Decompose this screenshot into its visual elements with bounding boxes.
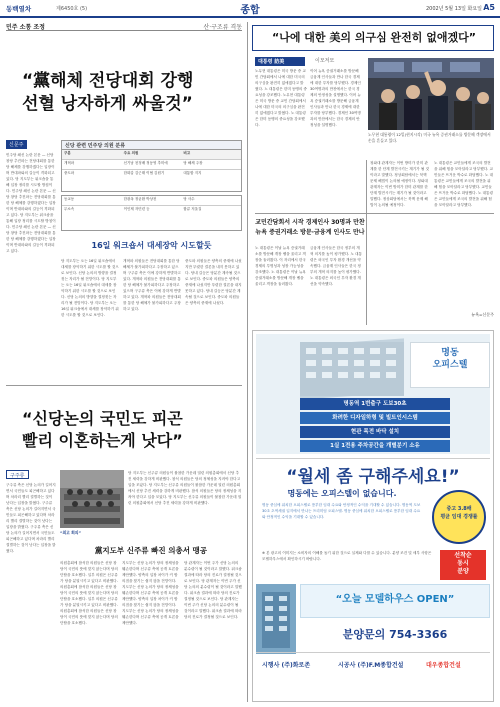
photo-caption-left: “최고 회의”	[60, 530, 81, 535]
center-column-divider	[247, 22, 248, 702]
article-column-r1: 노무현 대통령은 미국 방문 중 교민 간담회에서 나에 대한 미국의 의구심을 완전히 없애겠다고 밝혔다. 노 대통령은 한미 동맹의 중요성을 강조했다. 노무현 대통령은 미국 방문 중 교민 간담회에서 나에 대한 미국의 의구심을 완전히 없애겠다고 밝혔다. 노 대통령은 한미 동맹의 중요성을 강조했다.	[255, 69, 307, 127]
left-subhead-2: 黨지도부 신주류 빠진 의총서 맹공	[94, 546, 208, 555]
table-cell: 한광옥 정균환 박상천	[123, 197, 157, 201]
table-row	[62, 196, 241, 206]
table-caption: 신당 관련 민주당 의원 분류	[62, 141, 241, 150]
faction-table-continued	[61, 195, 242, 231]
table-cell: 동교동	[64, 197, 75, 201]
ad-feature-2: 화려한 디자일하형 및 빌트인시스템	[300, 412, 450, 424]
ad-company-developer: 시행사 (주)화로존	[262, 662, 311, 669]
page-number: A5	[483, 3, 495, 12]
table-cell: 중도파	[64, 171, 75, 175]
ad-company-builder: 시공사 (주)F.M종합건설	[338, 662, 404, 669]
left-section-label: 민주 소통 조정	[6, 24, 45, 31]
ad-badge-text: 중고 3.8배 평균 임대 경쟁률	[440, 506, 478, 520]
table-cell: 신기남 천정배 정동영 추미애	[123, 161, 168, 165]
ad-feature-3: 현관 목전 바닥 설치	[300, 426, 450, 438]
left-headline-2: “신당논의 국민도 피곤 빨리 이혼하는게 낫다”	[22, 409, 183, 450]
article-column-5: 구주류 측은 신당 논의가 길어지면서 국민들도 피곤해하고 있다며 차라리 빨리 결별하는 것이 낫다는 입장을 밝혔다. 구주류 측은 신당 논의가 길어지면서 국민들도 피곤해하고 있다며 차라리 빨리 결별하는 것이 낫다는 입장을 밝혔다. 구주류 측은 신당 논의가 길어지면서 국민들도 피곤해하고 있다며 차라리 빨리 결별하는 것이 낫다는 입장을 밝혔다.	[6, 483, 56, 553]
left-section-bar	[6, 21, 242, 31]
table-cell: 당 해체 주장	[183, 161, 203, 165]
faction-table	[61, 140, 242, 192]
table-header: 주요 의원	[122, 150, 182, 159]
article-column-2: 당 지도부는 오는 16일 워크숍에서 대세를 장악하기 위한 시도를 할 것으로 보인다. 신당 논의의 방향을 결정짓는 자리가 될 전망이다. 당 지도부는 오는 16일 워크숍에서 대세를 장악하기 위한 시도를 할 것으로 보인다. 신당 논의의 방향을 결정짓는 자리가 될 전망이다. 당 지도부는 오는 16일 워크숍에서 대세를 장악하기 위한 시도를 할 것으로 보인다.	[61, 259, 119, 317]
table-row	[62, 206, 241, 216]
article-column-r3: 노 대통령은 이날 뉴욕 증권거래소를 방문해 개장 벨을 울리고 객장을 둘러봤다. 이 자리에서 한국 경제의 투명성과 성장 가능성을 강조했다. 노 대통령은 이날 뉴욕 증권거래소를 방문해 개장 벨을 울리고 객장을 둘러봤다.	[255, 246, 306, 286]
ad-small-building	[256, 584, 296, 654]
table-cell: 한화갑 김근태 이협 김원기	[123, 171, 165, 175]
ad-open-banner: “오늘 모델하우스 OPEN”	[335, 594, 455, 605]
left-section-right: 산·구조류 격동	[203, 24, 242, 31]
left-section-divider	[6, 385, 242, 386]
stock-exchange-photo	[368, 58, 494, 130]
article-column-r4: 금융계 인사들은 한국 정부의 개혁 의지를 높이 평가했다. 노 대통령은 외국인 투자 환경 개선을 약속했다. 금융계 인사들은 한국 정부의 개혁 의지를 높이 평가했다. 노 대통령은 외국인 투자 환경 개선을 약속했다.	[310, 246, 362, 286]
article-column-4: 중도파 의원들은 양측의 중재에 나섰지만 뚜렷한 결론을 내지 못하고 있다. 당내 갈등은 당분간 계속될 것으로 보인다. 중도파 의원들은 양측의 중재에 나섰지만 뚜렷한 결론을 내지 못하고 있다. 당내 갈등은 당분간 계속될 것으로 보인다. 중도파 의원들은 양측의 중재에 나섰다.	[185, 259, 242, 305]
ad-company-partner: 대우종합건설	[426, 662, 461, 669]
ad-feature-1: 명동역 1번출구 도보30초	[300, 398, 450, 410]
right-headline: “나에 대한 美의 의구심 완전히 없애겠다”	[272, 31, 476, 44]
left-subhead-1: 16일 워크숍서 대세장악 시도할듯	[91, 241, 212, 250]
reporter-byline-right: 뉴욕=신문주	[471, 312, 494, 317]
table-cell: 이인제 자민련 등	[123, 207, 150, 211]
topic-tag-right: 이모저모	[315, 58, 335, 64]
paper-name: 동백열차	[6, 5, 32, 13]
table-header-row	[62, 150, 241, 160]
article-column-9: 당 관계자는 이번 주가 신당 논의의 분수령이 될 것이라고 말했다. 워크숍 결과에 따라 당의 진로가 결정될 것으로 보인다. 당 관계자는 이번 주가 신당 논의의 분수령이 될 것이라고 말했다. 워크숍 결과에 따라 당의 진로가 결정될 것으로 보인다. 당 관계자는 이번 주가 신당 논의의 분수령이 될 것이라고 말했다. 워크숍 결과에 따라 당의 진로가 결정될 것으로 보인다.	[184, 561, 242, 619]
table-cell: 개혁파	[64, 161, 75, 165]
table-cell: 합류 저울질	[183, 207, 202, 211]
ad-fine-print: ※ 본 광고의 이미지는 소비자의 이해를 돕기 위한 것으로 실제와 다를 수 있습니다. 분양 조건 및 세부 사항은 모델하우스에서 확인하시기 바랍니다.	[262, 551, 432, 561]
ad-brand-name: 명동 오피스텔	[432, 348, 468, 370]
table-cell: 대통합 지지	[183, 171, 202, 175]
ad-body-copy: 명동 중심에 위치한 오피스텔로 풍부한 임대 수요와 안정적인 수익을 기대할 수 있습니다. 명동역 도보 30초 초역세권 입지에서 만나는 프리미엄 오피스텔. 명동 중심에 위치한 오피스텔로 풍부한 임대 수요와 안정적인 수익을 기대할 수 있습니다.	[262, 503, 421, 519]
ad-building-grid	[300, 342, 404, 396]
table-row	[62, 160, 241, 170]
table-cell: 당 사수	[183, 197, 195, 201]
ad-footer	[256, 652, 490, 698]
reporter-tag-2: 구주류	[6, 470, 29, 479]
council-meeting-photo	[60, 470, 124, 528]
topic-tag: 대통령 訪美	[255, 57, 305, 66]
article-column-6: 당 지도부는 신주류 의원들이 불참한 가운데 열린 의원총회에서 신당 추진 세력을 강하게 비판했다. 참석 의원들은 당의 정체성을 지켜야 한다고 입을 모았다. 당 지도부는 신주류 의원들이 불참한 가운데 열린 의원총회에서 신당 추진 세력을 강하게 비판했다. 참석 의원들은 당의 정체성을 지켜야 한다고 입을 모았다. 당 지도부는 신주류 의원들이 불참한 가운데 열린 의원총회에서 신당 추진 세력을 강하게 비판했다.	[128, 471, 242, 505]
table-header: 비고	[181, 150, 241, 159]
article-column-3: 개혁파 의원들은 전당대회를 통한 당 해체가 불가피하다고 주장하고 있으며 구주류 측은 이에 강하게 반발하고 있다. 개혁파 의원들은 전당대회를 통한 당 해체가 불가피하다고 주장하고 있으며 구주류 측은 이에 강하게 반발하고 있다. 개혁파 의원들은 전당대회를 통한 당 해체가 불가피하다고 주장하고 있다.	[123, 259, 181, 311]
table-row	[62, 170, 241, 180]
ad-side-text: 선착순 동시 분양	[454, 552, 472, 575]
right-inner-divider	[366, 160, 367, 325]
article-column-1: 민주당 쇄신 논란 본문 — 신당 창당 추진파는 전당대회를 통한 당 해체를 강행하겠다는 입장이며 반대파와의 갈등이 격화되고 있다. 당 지도부는 워크숍을 통해 입장 정리를 시도할 방침이다. 민주당 쇄신 논란 본문 — 신당 창당 추진파는 전당대회를 통한 당 해체를 강행하겠다는 입장이며 반대파와의 갈등이 격화되고 있다. 당 지도부는 워크숍을 통해 입장 정리를 시도할 방침이다. 민주당 쇄신 논란 본문 — 신당 창당 추진파는 전당대회를 통한 당 해체를 강행하겠다는 입장이며 반대파와의 갈등이 격화되고 있다.	[6, 153, 56, 253]
article-column-r5: 청와대 관계자는 이번 방미가 한미 관계를 한 단계 발전시키는 계기가 될 것이라고 말했다. 정상회담에서는 북핵 문제 해법이 논의될 예정이다. 청와대 관계자는 이번 방미가 한미 관계를 한 단계 발전시키는 계기가 될 것이라고 말했다. 정상회담에서는 북핵 문제 해법이 논의될 예정이다.	[370, 161, 429, 207]
ad-feature-4: 1실 1전용 주차공간을 개별분기 소유	[300, 440, 450, 452]
masthead	[0, 0, 500, 18]
article-column-r6: 노 대통령은 교민들에게 조국의 발전을 위해 힘을 모아달라고 당부했다. 교민들은 뜨거운 박수로 화답했다. 노 대통령은 교민들에게 조국의 발전을 위해 힘을 모아달라고 당부했다. 교민들은 뜨거운 박수로 화답했다. 노 대통령은 교민들에게 조국의 발전을 위해 힘을 모아달라고 당부했다.	[434, 161, 493, 207]
article-column-8: 지도부는 신당 논의가 당의 정체성을 훼손한다며 신주류 측에 공개 토론을 제안했다. 양측의 입장 차이가 커 합의점을 찾기는 쉽지 않을 전망이다. 지도부는 신당 논의가 당의 정체성을 훼손한다며 신주류 측에 공개 토론을 제안했다. 양측의 입장 차이가 커 합의점을 찾기는 쉽지 않을 전망이다. 지도부는 신당 논의가 당의 정체성을 훼손한다며 신주류 측에 공개 토론을 제안했다.	[122, 561, 179, 625]
article-column-r2: 이어 뉴욕 증권거래소를 방문해 금융계 인사들과 만나 한국 경제에 대한 투자를 당부했다. 경제인 30여명과의 만찬에서는 한국 경제의 안정성을 설명했다. 이어 뉴욕 증권거래소를 방문해 금융계 인사들과 만나 한국 경제에 대한 투자를 당부했다. 경제인 30여명과의 만찬에서는 한국 경제의 안정성을 설명했다.	[310, 69, 361, 127]
ad-slogan-sub: 명동에는 오피스텔이 없습니다.	[287, 489, 397, 498]
issue-number: 제6450호 (5)	[56, 6, 88, 12]
ad-slogan: “월세 좀 구해주세요!”	[286, 467, 460, 487]
left-headline-1: “黨해체 전당대회 강행 선혈 낭자하게 싸울것”	[22, 71, 194, 114]
table-cell: 무소속	[64, 207, 75, 211]
article-column-7: 의원총회에 참석한 의원들은 신당 창당이 국민의 뜻에 맞지 않는다며 당의 단합을 호소했다. 일부 의원은 신주류가 당을 분열시키고 있다고 비판했다. 의원총회에 참석한 의원들은 신당 창당이 국민의 뜻에 맞지 않는다며 당의 단합을 호소했다. 일부 의원은 신주류가 당을 분열시키고 있다고 비판했다. 의원총회에 참석한 의원들은 신당 창당이 국민의 뜻에 맞지 않는다며 당의 단합을 호소했다.	[60, 561, 118, 625]
reporter-tag-1: 신문주	[6, 140, 27, 149]
table-header: 구분	[62, 150, 122, 159]
ad-phone: 분양문의 754-3366	[342, 628, 448, 641]
photo-caption-right: 노무현 대통령이 12일(현지시각) 미국 뉴욕 증권거래소를 방문해 객장에서 손을 흔들고 있다.	[368, 132, 491, 143]
section-title: 종합	[240, 5, 260, 16]
issue-date: 2002년 5월 13일 화요일	[425, 6, 482, 12]
right-subhead: 교민간담회서 시작 경제인사 30명과 만찬 뉴욕 증권거래소 방문·금융계 인사도 만나	[255, 219, 365, 236]
